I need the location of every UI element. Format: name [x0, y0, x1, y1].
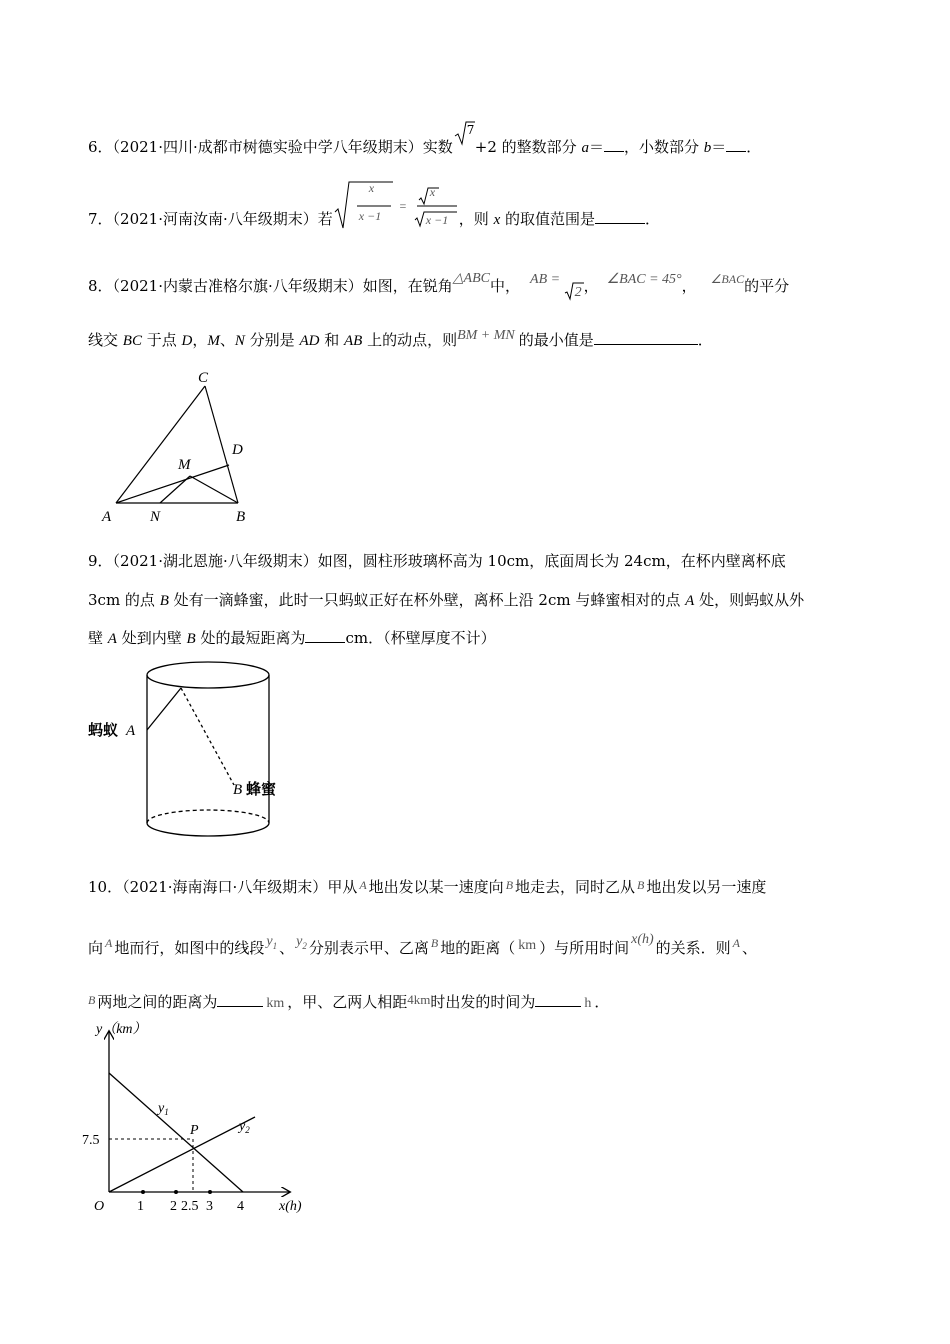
q8-line2-c: 分别是: [244, 331, 300, 349]
q8-triangle-figure: [98, 368, 268, 528]
q7-equals: =: [398, 199, 407, 213]
q8-line2-e: 的最小值是: [518, 331, 594, 349]
q8-line2-a: 于点: [141, 331, 182, 349]
q8-line2-pre: 线交: [88, 331, 123, 349]
q6-pre: 实数: [422, 138, 453, 156]
q8-answer-blank[interactable]: [594, 330, 698, 345]
q10-l2-f: 的关系．则: [655, 939, 731, 957]
q7-lhs-numerator: x: [368, 181, 375, 195]
q10-h: h: [584, 996, 592, 1011]
q8-triangle: △ABC: [452, 271, 490, 286]
y-7.5-label: 7.5: [82, 1133, 100, 1148]
q8-source: （2021·内蒙古准格尔旗·八年级期末）: [112, 277, 363, 295]
q8-m: M: [207, 333, 220, 349]
q9-line2-c: 处，则蚂蚁从外: [694, 591, 805, 609]
q7-rhs-numerator: x: [429, 185, 436, 199]
ant-label: 蚂蚁: [88, 723, 119, 739]
segment-ad: [116, 465, 229, 503]
q8-angle: ∠BAC = 45°: [606, 272, 682, 287]
q10-y2-letter: y: [296, 934, 303, 949]
q8-angle-2: ∠BAC: [710, 272, 745, 286]
p-label: P: [190, 1123, 199, 1138]
q10-l3-c: 时出发的时间为: [430, 993, 536, 1011]
q8-pre: 如图，在锐角: [362, 277, 453, 295]
q6-var-a: a: [581, 140, 589, 156]
line-y2: [109, 1117, 255, 1192]
q9-number: 9．: [88, 552, 113, 570]
x-tick-1: 1: [137, 1199, 144, 1214]
question-10-line-1: [88, 877, 766, 898]
q9-line1: 如图，圆柱形玻璃杯高为 10cm，底面周长为 24cm，在杯内壁离杯底: [317, 552, 786, 570]
question-9-line-1: [88, 551, 786, 571]
q7-lhs-denominator: x −1: [358, 209, 382, 223]
question-8-line-2: [88, 330, 713, 352]
label-n: N: [150, 509, 161, 525]
cylinder-top: [147, 662, 269, 688]
honey-label: 蜂蜜: [246, 782, 277, 798]
label-m: M: [178, 457, 191, 473]
q10-y1-sub: 1: [272, 940, 278, 951]
q7-end: 的取值范围是: [500, 210, 596, 228]
q9-line3-c: 处的最短距离为: [195, 629, 306, 647]
tick-dot-3: [208, 1190, 212, 1194]
q9-line2-a: 3cm 的点: [88, 591, 160, 609]
y1-label: [156, 1101, 169, 1117]
q7-rhs-denominator: x −1: [425, 213, 449, 227]
q10-b4: B: [88, 993, 96, 1007]
q7-formula: [333, 181, 459, 227]
y1-letter: y: [158, 1101, 165, 1116]
q10-b3: B: [430, 936, 439, 950]
x-tick-2.5: 2.5: [181, 1199, 199, 1214]
q6-eq1: ＝: [588, 138, 604, 156]
honey-point-b: B: [233, 782, 243, 798]
q8-period: ．: [697, 331, 713, 349]
q10-l1-a: 甲从: [327, 878, 358, 896]
label-b: B: [236, 509, 246, 525]
q10-l3-b: ，甲、乙两人相距: [287, 993, 408, 1011]
q10-l2-b: 地而行，如图中的线段: [114, 939, 265, 957]
sqrt7: [453, 123, 475, 152]
x-axis-label: x(h): [279, 1199, 302, 1214]
cylinder-bottom-front: [147, 823, 269, 836]
q8-sqrt2-radicand: 2: [574, 285, 582, 300]
q10-y1-letter: y: [266, 934, 273, 949]
y2-subscript: 2: [245, 1125, 250, 1135]
q7-answer-blank[interactable]: [595, 209, 645, 224]
q10-km: km: [518, 938, 537, 953]
q10-l2-a: 向: [88, 939, 104, 957]
ant-point-a: A: [126, 723, 136, 739]
y1-subscript: 1: [164, 1107, 169, 1117]
q9-b2: B: [186, 631, 196, 647]
question-9-line-3: [88, 628, 496, 649]
q8-number: 8．: [88, 277, 113, 295]
q8-dot: 、: [219, 331, 235, 349]
q9-cylinder-figure: [86, 655, 296, 845]
label-a: A: [102, 509, 112, 525]
q8-tail1: 的平分: [744, 277, 790, 295]
tick-dot-2: [174, 1190, 178, 1194]
q10-a2: A: [105, 936, 113, 950]
q8-bc: BC: [122, 333, 142, 349]
q6-blank-b[interactable]: [726, 137, 746, 152]
y2-label: [237, 1119, 250, 1135]
q7-source: （2021·河南汝南·八年级期末）: [112, 210, 318, 228]
q10-graph-figure: [82, 1020, 322, 1220]
question-6: [88, 123, 762, 158]
q9-line3-b: 处到内壁: [116, 629, 187, 647]
q8-he: 和: [319, 331, 344, 349]
q6-end: ．: [746, 138, 762, 156]
q10-l2-c: 分别表示甲、乙离: [308, 939, 429, 957]
q9-a: A: [685, 593, 695, 609]
question-9-line-2: [88, 590, 804, 611]
q10-a3: A: [732, 936, 741, 950]
q10-l2-d: 地的距离（: [440, 939, 516, 957]
question-7: [88, 181, 661, 230]
q8-ab2: AB: [343, 333, 363, 349]
inner-path-dashed: [181, 688, 234, 785]
q10-distance-blank[interactable]: [217, 992, 263, 1007]
q6-number: 6．: [88, 138, 113, 156]
segment-mn: [160, 476, 190, 503]
q10-l2-g: 、: [742, 939, 758, 957]
q10-y1: [266, 934, 277, 949]
q7-end-pre: ，则: [458, 210, 494, 228]
q8-bm-mn: BM + MN: [457, 328, 515, 343]
q6-mid2: ，小数部分: [623, 138, 704, 156]
q7-var-x: x: [493, 212, 501, 228]
q7-pre: 若: [317, 210, 333, 228]
q10-km2: km: [266, 996, 285, 1011]
q10-dun: 、: [279, 939, 295, 957]
q6-eq2: ＝: [711, 138, 727, 156]
q9-answer-blank[interactable]: [305, 628, 345, 643]
q6-var-b: b: [703, 140, 712, 156]
q10-b: B: [505, 878, 514, 892]
q6-mid: +2 的整数部分: [474, 138, 582, 156]
q7-number: 7．: [88, 210, 113, 228]
q6-source: （2021·四川·成都市树德实验中学八年级期末）: [112, 138, 423, 156]
q10-l1-d: 地出发以另一速度: [646, 878, 767, 896]
q8-line2-b: ，: [192, 331, 208, 349]
label-c: C: [198, 370, 209, 386]
line-y1: [109, 1073, 243, 1192]
segment-bm: [190, 476, 238, 503]
q10-source: （2021·海南海口·八年级期末）: [122, 878, 328, 896]
q8-comma-2: ，: [681, 277, 697, 295]
tick-dot-1: [141, 1190, 145, 1194]
q10-time-blank[interactable]: [535, 992, 581, 1007]
q8-d: D: [181, 333, 193, 349]
q8-ad: AD: [299, 333, 320, 349]
q8-comma-1: ，: [583, 277, 599, 295]
x-tick-2: 2: [170, 1199, 177, 1214]
q8-line2-d: 上的动点，则: [362, 331, 458, 349]
y2-letter: y: [239, 1119, 246, 1134]
ant-path: [147, 688, 181, 730]
y-axis-label: y（km）: [96, 1022, 147, 1037]
q6-blank-a[interactable]: [604, 137, 624, 152]
label-d: D: [232, 442, 243, 458]
question-10-line-3: [88, 992, 609, 1014]
q10-l2-e: ）与所用时间: [539, 939, 630, 957]
segment-ac: [116, 386, 205, 503]
q10-y2-sub: 2: [302, 940, 307, 951]
q9-source: （2021·湖北恩施·八年级期末）: [112, 552, 318, 570]
q10-a: A: [359, 878, 367, 892]
x-tick-4: 4: [237, 1199, 244, 1214]
question-10-line-2: [88, 932, 758, 964]
q10-l3-a: 两地之间的距离为: [97, 993, 218, 1011]
q10-y2: [296, 934, 307, 949]
sqrt7-radicand: 7: [466, 123, 475, 137]
q9-line3-d: cm．（杯壁厚度不计）: [345, 629, 496, 647]
q8-n: N: [234, 333, 245, 349]
q9-line3-a: 壁: [88, 629, 108, 647]
q8-zhong: 中，: [490, 277, 521, 295]
q7-period: ．: [645, 210, 661, 228]
q10-number: 10．: [88, 878, 123, 896]
q9-line2-b: 处有一滴蜂蜜，此时一只蚂蚁正好在杯外壁，离杯上沿 2cm 与蜂蜜相对的点: [168, 591, 686, 609]
q10-xh: x(h): [631, 932, 654, 947]
x-tick-3: 3: [206, 1199, 213, 1214]
question-8-line-1: [88, 271, 790, 300]
q8-ab: AB =: [530, 272, 564, 287]
q10-b2: B: [637, 878, 645, 892]
q9-a2: A: [107, 631, 117, 647]
q10-period: ．: [594, 993, 610, 1011]
q10-4km: 4km: [407, 992, 431, 1007]
origin-label: O: [94, 1199, 105, 1214]
cylinder-bottom-back: [147, 810, 269, 823]
q10-l1-c: 地走去，同时乙从: [515, 878, 636, 896]
q9-b: B: [159, 593, 169, 609]
q10-l1-b: 地出发以某一速度向: [368, 878, 504, 896]
